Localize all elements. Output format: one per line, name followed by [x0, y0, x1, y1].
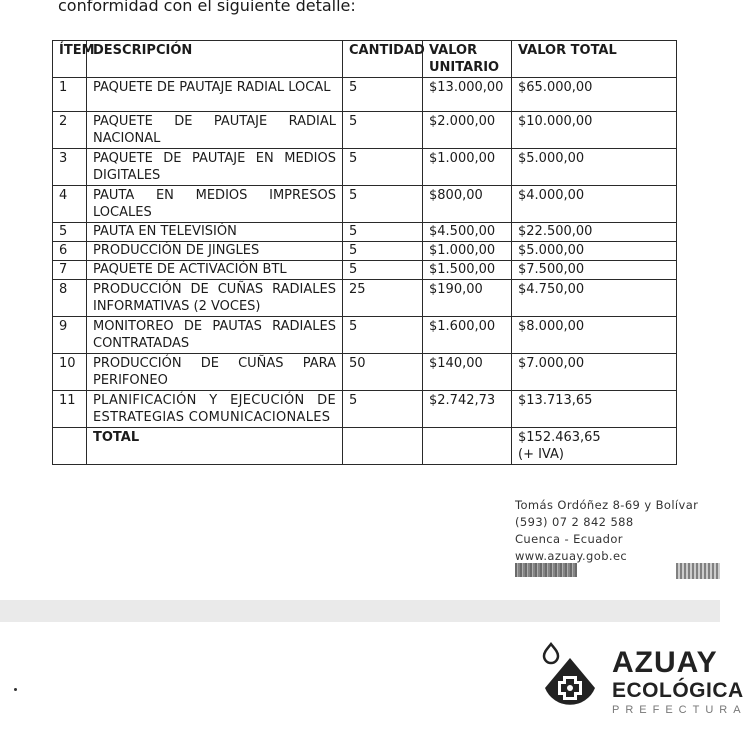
- cell-item: 11: [53, 391, 87, 428]
- cell-descripcion: PLANIFICACIÓN Y EJECUCIÓN DE ESTRATEGIAS COMUNICACIONALES: [87, 391, 343, 428]
- cell-item: 5: [53, 223, 87, 242]
- cell-item-empty: [53, 428, 87, 465]
- cell-item: 3: [53, 149, 87, 186]
- cell-valor-unitario: $13.000,00: [423, 78, 512, 112]
- cell-item: 8: [53, 280, 87, 317]
- cell-descripcion: MONITOREO DE PAUTAS RADIALES CONTRATADAS: [87, 317, 343, 354]
- total-value: $152.463,65: [518, 430, 601, 445]
- cell-item: 4: [53, 186, 87, 223]
- cell-descripcion: PAQUETE DE ACTIVACIÓN BTL: [87, 261, 343, 280]
- cell-item: 1: [53, 78, 87, 112]
- cell-descripcion: PAUTA EN MEDIOS IMPRESOS LOCALES: [87, 186, 343, 223]
- header-descripcion: DESCRIPCIÓN: [87, 41, 343, 78]
- cell-valor-total: $8.000,00: [512, 317, 677, 354]
- cell-cantidad: 5: [343, 242, 423, 261]
- header-item: ÍTEM: [53, 41, 87, 78]
- city-line: Cuenca - Ecuador: [515, 532, 623, 546]
- logo-title: AZUAY: [612, 646, 718, 679]
- cell-cantidad: 5: [343, 112, 423, 149]
- table-header-row: [53, 41, 677, 78]
- cell-valor-total: $10.000,00: [512, 112, 677, 149]
- address-line: Tomás Ordóñez 8-69 y Bolívar: [515, 498, 699, 512]
- phone-line: (593) 07 2 842 588: [515, 515, 634, 529]
- cell-valor-total: $5.000,00: [512, 242, 677, 261]
- cell-descripcion: PAQUETE DE PAUTAJE RADIAL LOCAL: [87, 78, 343, 112]
- cell-item: 2: [53, 112, 87, 149]
- cell-descripcion: PAUTA EN TELEVISIÓN: [87, 223, 343, 242]
- cell-cantidad: 5: [343, 78, 423, 112]
- cell-cantidad: 5: [343, 391, 423, 428]
- table-row: [53, 78, 677, 112]
- cell-cantidad: 5: [343, 261, 423, 280]
- cell-cantidad: 5: [343, 186, 423, 223]
- cell-cantidad: 5: [343, 317, 423, 354]
- table-row: [53, 354, 677, 391]
- header-valor-total: VALOR TOTAL: [512, 41, 677, 78]
- table-row: [53, 317, 677, 354]
- total-value-cell: [512, 428, 677, 465]
- cell-valor-unitario: $1.000,00: [423, 149, 512, 186]
- cell-cantidad: 25: [343, 280, 423, 317]
- cell-valor-total: $65.000,00: [512, 78, 677, 112]
- logo-subtitle: ECOLÓGICA: [612, 679, 744, 702]
- cell-descripcion: PRODUCCIÓN DE CUÑAS RADIALES INFORMATIVAS (2 VOCES): [87, 280, 343, 317]
- cell-cantidad: 50: [343, 354, 423, 391]
- scan-artifact: [676, 563, 720, 579]
- header-valor-unitario: VALOR UNITARIO: [423, 41, 512, 78]
- cell-valor-total: $22.500,00: [512, 223, 677, 242]
- cell-descripcion: PAQUETE DE PAUTAJE RADIAL NACIONAL: [87, 112, 343, 149]
- footer-address: [515, 497, 698, 565]
- cell-cantidad: 5: [343, 149, 423, 186]
- cell-descripcion: PRODUCCIÓN DE JINGLES: [87, 242, 343, 261]
- cell-cantidad: 5: [343, 223, 423, 242]
- table-row: [53, 112, 677, 149]
- cell-item: 6: [53, 242, 87, 261]
- cell-descripcion: PRODUCCIÓN DE CUÑAS PARA PERIFONEO: [87, 354, 343, 391]
- table-row: [53, 223, 677, 242]
- table-row: [53, 149, 677, 186]
- table-row: [53, 261, 677, 280]
- table-total-row: [53, 428, 677, 465]
- drop-chakana-icon: [535, 640, 605, 718]
- cell-valor-total: $5.000,00: [512, 149, 677, 186]
- cell-valor-total: $4.000,00: [512, 186, 677, 223]
- table-row: [53, 280, 677, 317]
- detail-table: [52, 40, 677, 465]
- dot-mark: [14, 688, 17, 691]
- cell-valor-total: $7.500,00: [512, 261, 677, 280]
- table-row: [53, 242, 677, 261]
- cell-valor-total: $13.713,65: [512, 391, 677, 428]
- cell-valor-unitario: $4.500,00: [423, 223, 512, 242]
- cell-cantidad-empty: [343, 428, 423, 465]
- cell-valor-unitario: $2.742,73: [423, 391, 512, 428]
- table-row: [53, 186, 677, 223]
- cell-item: 10: [53, 354, 87, 391]
- cell-item: 7: [53, 261, 87, 280]
- cell-valor-unitario-empty: [423, 428, 512, 465]
- header-cantidad: CANTIDAD: [343, 41, 423, 78]
- cell-valor-total: $7.000,00: [512, 354, 677, 391]
- cell-valor-unitario: $800,00: [423, 186, 512, 223]
- cell-valor-unitario: $1.500,00: [423, 261, 512, 280]
- table-row: [53, 391, 677, 428]
- cell-valor-unitario: $140,00: [423, 354, 512, 391]
- cell-descripcion: PAQUETE DE PAUTAJE EN MEDIOS DIGITALES: [87, 149, 343, 186]
- cell-valor-total: $4.750,00: [512, 280, 677, 317]
- cell-valor-unitario: $190,00: [423, 280, 512, 317]
- scan-artifact: [515, 563, 577, 577]
- page-divider: [0, 600, 720, 622]
- website-link: www.azuay.gob.ec: [515, 549, 628, 563]
- cell-item: 9: [53, 317, 87, 354]
- total-label: TOTAL: [87, 428, 343, 465]
- cell-valor-unitario: $2.000,00: [423, 112, 512, 149]
- cell-valor-unitario: $1.000,00: [423, 242, 512, 261]
- total-note: (+ IVA): [518, 447, 564, 462]
- logo-caption: PREFECTURA: [612, 704, 747, 716]
- cell-valor-unitario: $1.600,00: [423, 317, 512, 354]
- intro-text: conformidad con el siguiente detalle:: [58, 0, 356, 15]
